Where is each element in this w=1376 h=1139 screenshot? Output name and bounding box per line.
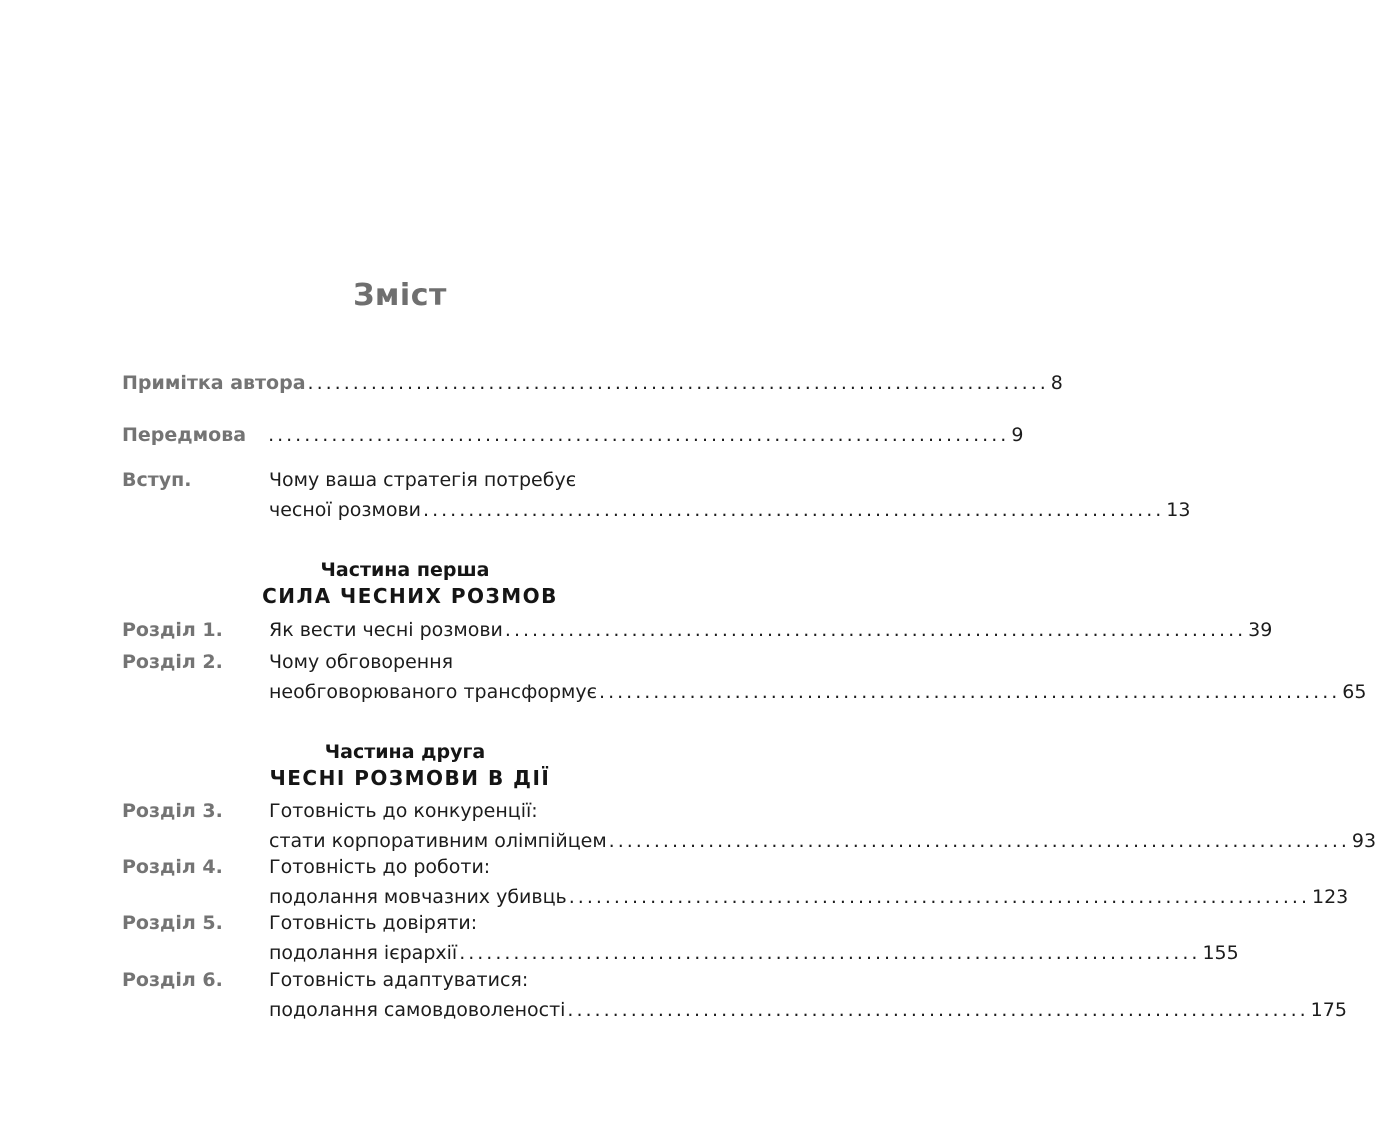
entry-label: Примітка автора — [122, 372, 306, 394]
dot-leader: .................................................................................. — [459, 942, 1201, 964]
part-title: ЧЕСНІ РОЗМОВИ В ДІЇ — [269, 766, 551, 790]
dot-leader: .................................................................................. — [504, 619, 1247, 641]
entry-label: Розділ 1. — [122, 619, 223, 641]
dot-leader: .................................................................................. — [307, 372, 1049, 394]
page-number: 93 — [1351, 830, 1376, 852]
dot-leader: .................................................................................. — [599, 681, 1341, 703]
entry-label: Розділ 3. — [122, 800, 223, 822]
entry-label: Розділ 5. — [122, 912, 223, 934]
entry-title-line2: стати корпоративним олімпійцем — [269, 830, 607, 852]
page-number: 8 — [1050, 372, 1063, 394]
part-heading-2 — [0, 739, 800, 791]
entry-title-line1: Готовність довіряти: — [269, 912, 478, 934]
part-heading-1 — [0, 557, 800, 609]
page-title: Зміст — [353, 278, 447, 313]
dot-leader: .................................................................................. — [423, 499, 1165, 521]
entry-title-line2: чесної розмови — [269, 499, 422, 521]
entry-label: Розділ 2. — [122, 651, 223, 673]
entry-title-line2: подолання ієрархії — [269, 942, 458, 964]
part-title: СИЛА ЧЕСНИХ РОЗМОВ — [262, 584, 558, 608]
entry-title-line1: Чому обговорення — [269, 651, 454, 673]
entry-title-line2: необговорюваного трансформує — [269, 681, 598, 703]
entry-label: Розділ 6. — [122, 969, 223, 991]
entry-label: Передмова — [122, 424, 247, 446]
entry-title-line1: Чому ваша стратегія потребує — [269, 469, 577, 491]
dot-leader: .................................................................................. — [567, 999, 1309, 1021]
entry-title-line2: подолання самовдоволеності — [269, 999, 566, 1021]
entry-title-line2: подолання мовчазних убивць — [269, 886, 567, 908]
entry-title-line1: Готовність до роботи: — [269, 856, 491, 878]
entry-title-line1: Готовність адаптуватися: — [269, 969, 529, 991]
dot-leader: .................................................................................. — [568, 886, 1310, 908]
page-number: 9 — [1011, 424, 1024, 446]
page-number: 13 — [1166, 499, 1191, 521]
part-name: Частина друга — [324, 741, 486, 763]
page-number: 155 — [1202, 942, 1239, 964]
dot-leader: .................................................................................. — [268, 424, 1010, 446]
entry-title-line1: Як вести чесні розмови — [269, 619, 503, 641]
page-number: 175 — [1310, 999, 1347, 1021]
entry-label: Вступ. — [122, 469, 192, 491]
entry-title-line1: Готовність до конкуренції: — [269, 800, 538, 822]
entry-label: Розділ 4. — [122, 856, 223, 878]
dot-leader: .................................................................................. — [608, 830, 1350, 852]
page-number: 39 — [1248, 619, 1273, 641]
page-number: 65 — [1342, 681, 1367, 703]
part-name: Частина перша — [320, 559, 490, 581]
page-number: 123 — [1311, 886, 1349, 908]
